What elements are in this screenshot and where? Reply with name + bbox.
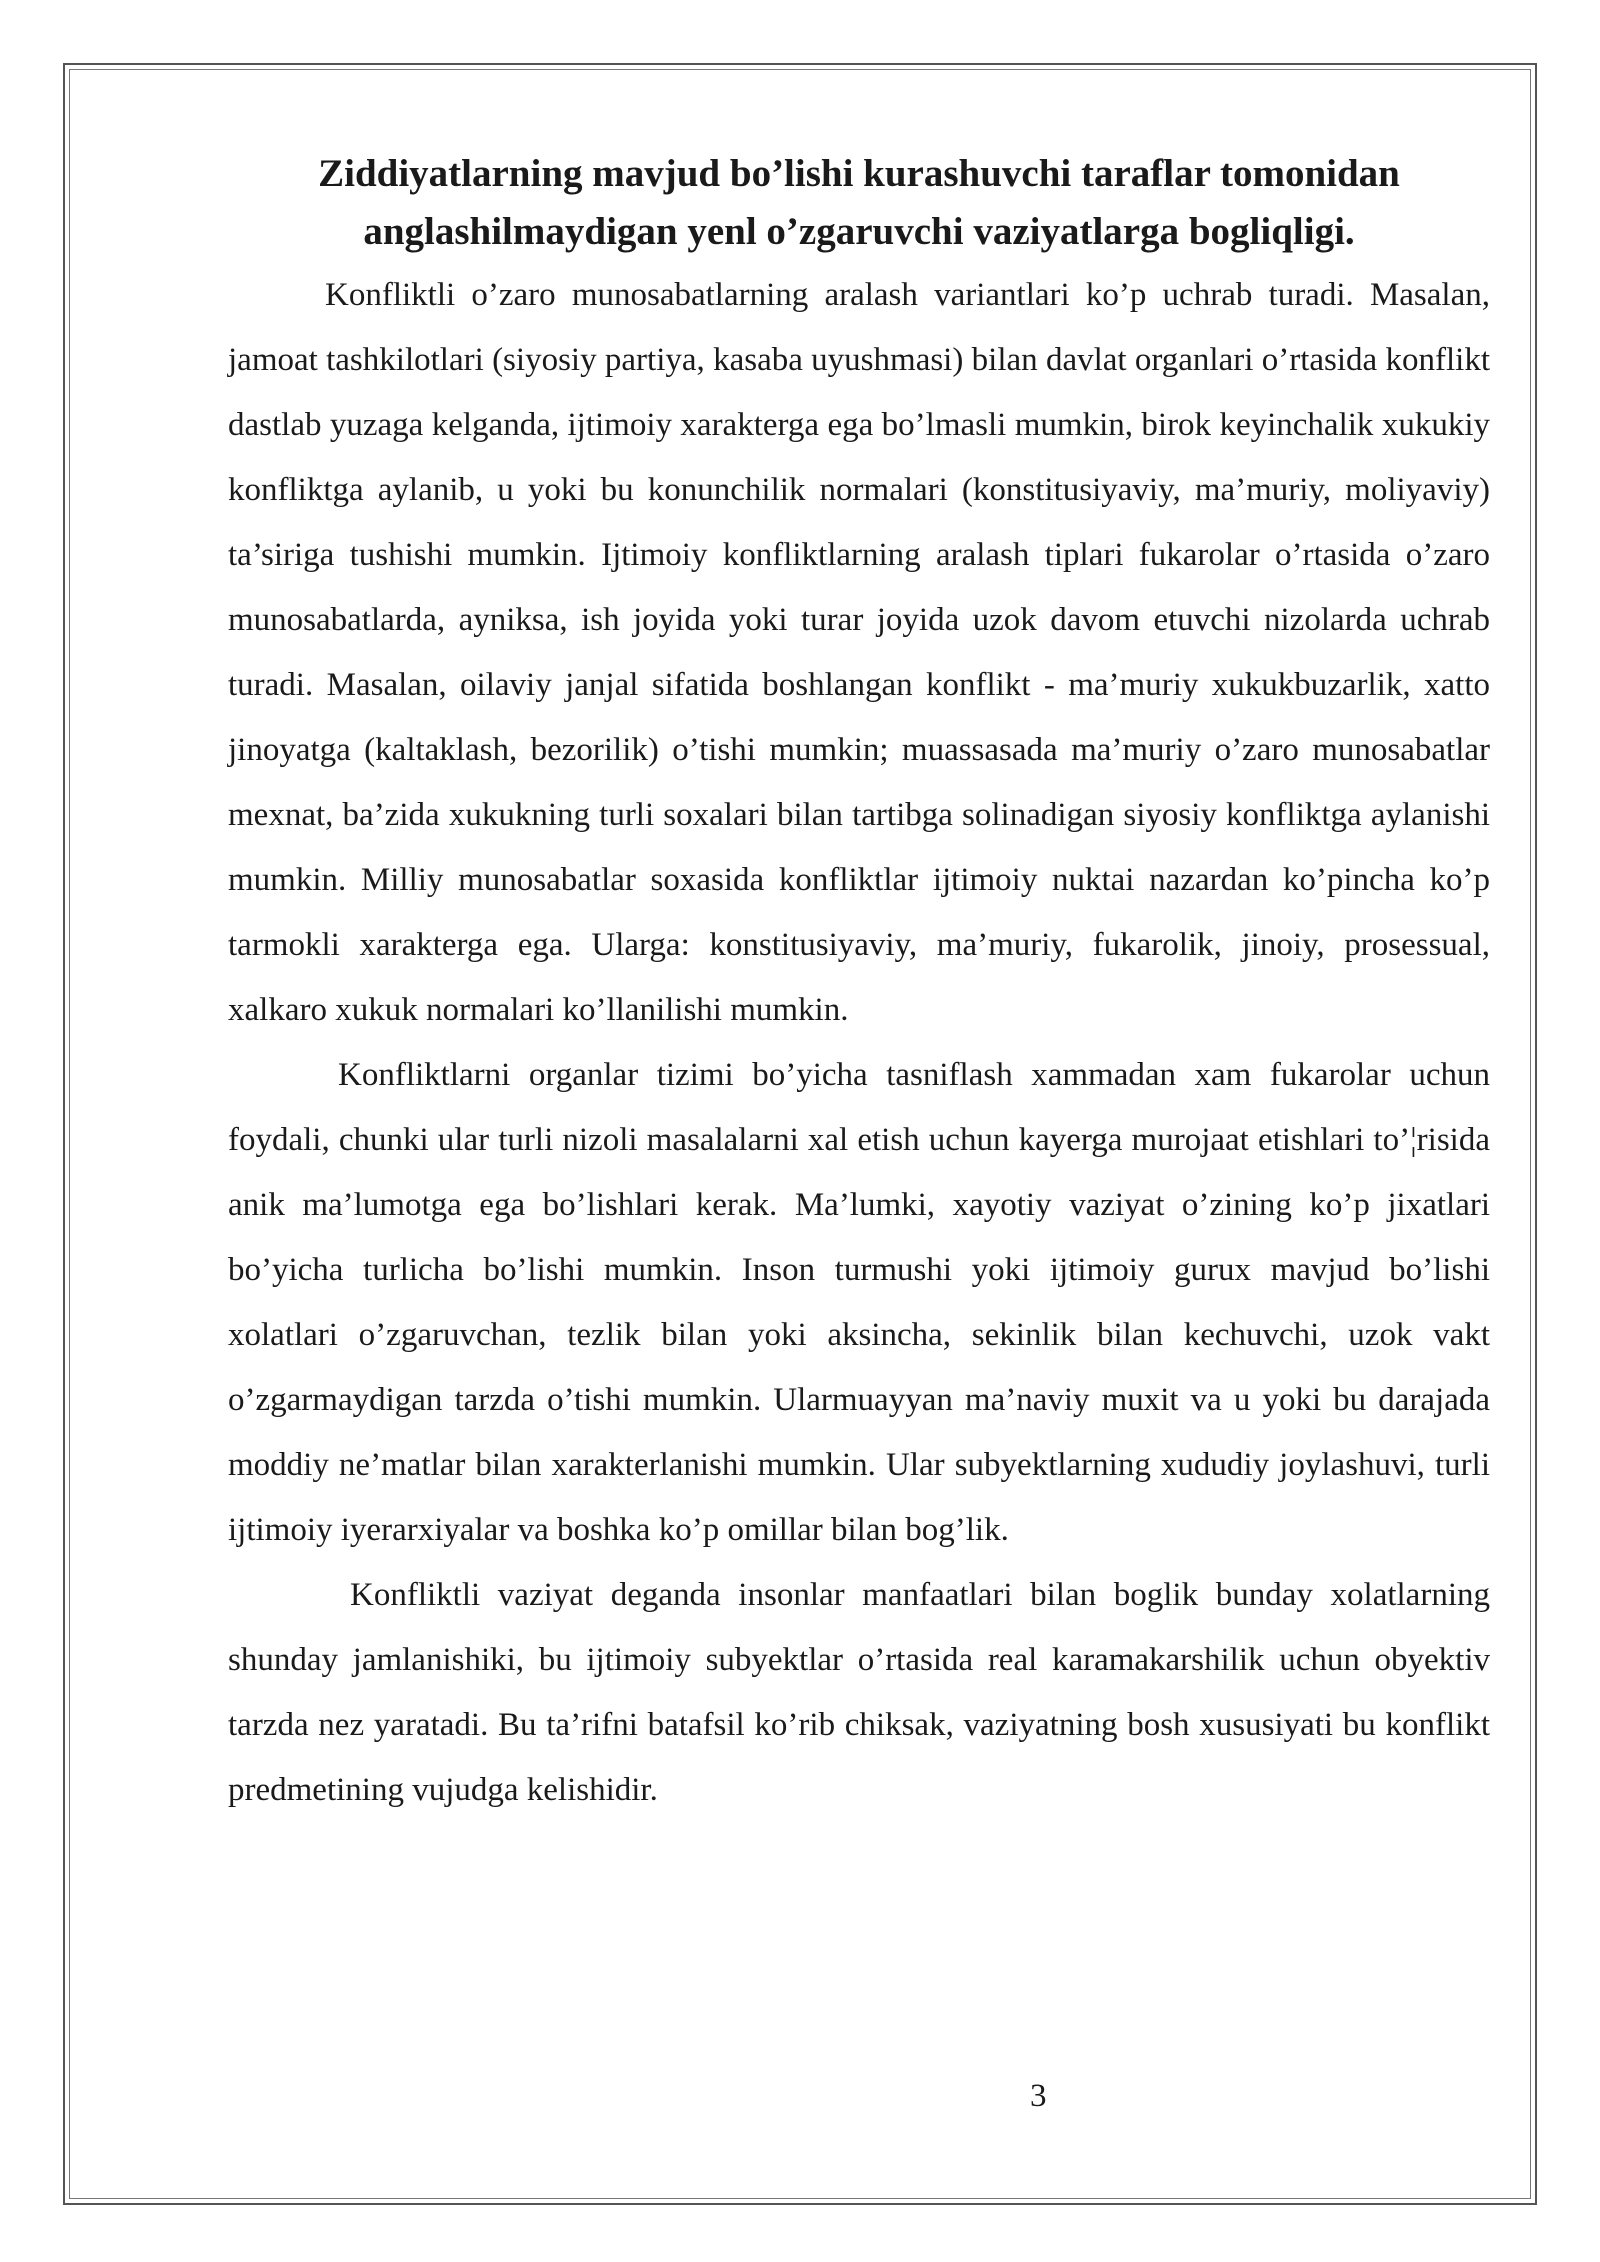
page-content — [228, 145, 1490, 1823]
title-line-1: Ziddiyatlarning mavjud bo’lishi kurashuvchi taraflar tomonidan — [318, 152, 1400, 195]
document-title — [228, 145, 1490, 261]
paragraph-2: Konfliktlarni organlar tizimi bo’yicha tasniflash xammadan xam fukarolar uchun foydali, chunki ular turli nizoli masalalarni xal etish uchun kayerga murojaat etishlari to’¦risida anik ma’lumotga ega bo’lishlari kerak. Ma’lumki, xayotiy vaziyat o’zining ko’p jixatlari bo’yicha turlicha bo’lishi mumkin. Inson turmushi yoki ijtimoiy gurux mavjud bo’lishi xolatlari o’zgaruvchan, tezlik bilan yoki aksincha, sekinlik bilan kechuvchi, uzok vakt o’zgarmaydigan tarzda o’tishi mumkin. Ularmuayyan ma’naviy muxit va u yoki bu darajada moddiy ne’matlar bilan xarakterlanishi mumkin. Ular subyektlarning xududiy joylashuvi, turli ijtimoiy iyerarxiyalar va boshka ko’p omillar bilan bog’lik. — [228, 1057, 1490, 1548]
paragraph-3: Konfliktli vaziyat deganda insonlar manfaatlari bilan boglik bunday xolatlarning shunday jamlanishiki, bu ijtimoiy subyektlar o’rtasida real karamakarshilik uchun obyektiv tarzda nez yaratadi. Bu ta’rifni batafsil ko’rib chiksak, vaziyatning bosh xususiyati bu konflikt predmetining vujudga kelishidir. — [228, 1577, 1490, 1808]
page-number: 3 — [1030, 2078, 1047, 2114]
title-line-2: anglashilmaydigan yenl o’zgaruvchi vaziyatlarga bogliqligi. — [363, 210, 1355, 253]
paragraph-1: Konfliktli o’zaro munosabatlarning aralash variantlari ko’p uchrab turadi. Masalan, jamoat tashkilotlari (siyosiy partiya, kasaba uyushmasi) bilan davlat organlari o’rtasida konflikt dastlab yuzaga kelganda, ijtimoiy xarakterga ega bo’lmasli mumkin, birok keyinchalik xukukiy konfliktga aylanib, u yoki bu konunchilik normalari (konstitusiyaviy, ma’muriy, moliyaviy) ta’siriga tushishi mumkin. Ijtimoiy konfliktlarning aralash tiplari fukarolar o’rtasida o’zaro munosabatlarda, ayniksa, ish joyida yoki turar joyida uzok davom etuvchi nizolarda uchrab turadi. Masalan, oilaviy janjal sifatida boshlangan konflikt - ma’muriy xukukbuzarlik, xatto jinoyatga (kaltaklash, bezorilik) o’tishi mumkin; muassasada ma’muriy o’zaro munosabatlar mexnat, ba’zida xukukning turli soxalari bilan tartibga solinadigan siyosiy konfliktga aylanishi mumkin. Milliy munosabatlar soxasida konfliktlar ijtimoiy nuktai nazardan ko’pincha ko’p tarmokli xarakterga ega. Ularga: konstitusiyaviy, ma’muriy, fukarolik, jinoiy, prosessual, xalkaro xukuk normalari ko’llanilishi mumkin. — [228, 277, 1490, 1028]
